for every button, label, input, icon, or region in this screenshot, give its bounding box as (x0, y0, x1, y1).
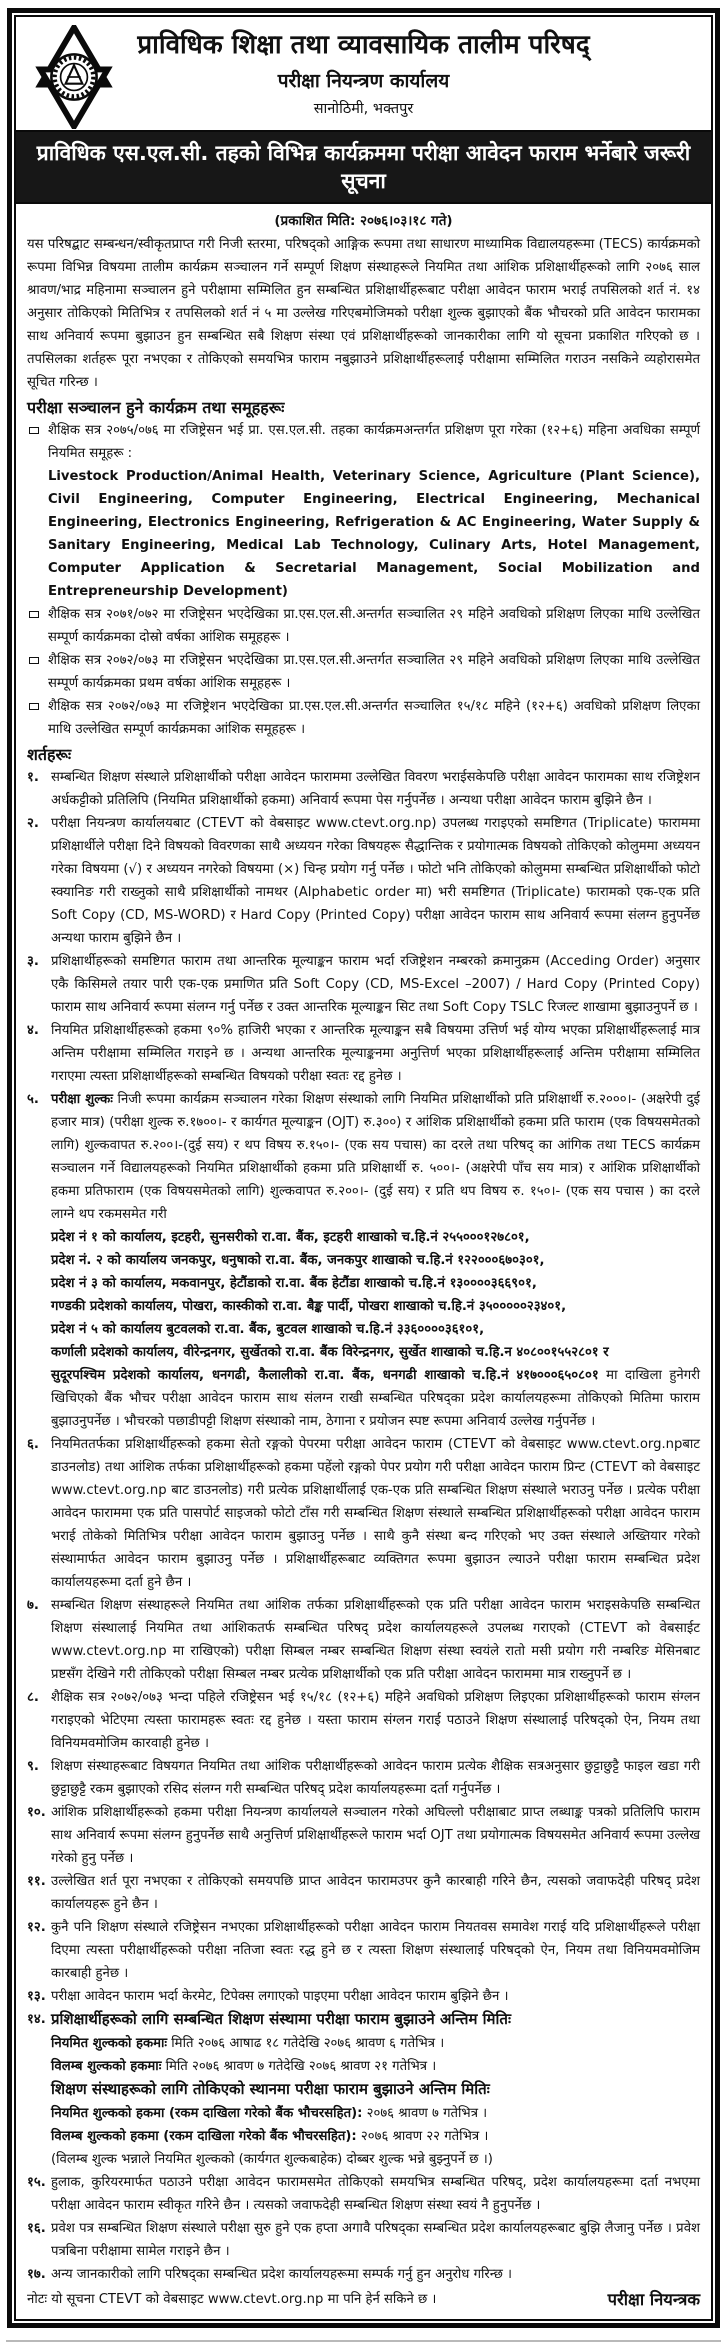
text-segment: २०७६ श्रावण २२ गतेभित्र । (356, 2128, 489, 2144)
term-number: ६. (27, 1436, 39, 1452)
term-item (27, 1433, 700, 1594)
text-segment: प्रशिक्षार्थीहरूको समष्टिगत फाराम तथा आन्तरिक मूल्याङ्कन फाराम भर्दा रजिष्ट्रेशन नम्बरको क्रमानुक्रम (Acceding Order) अनुसार एकै किसिमले तयार पारी एक-एक प्रमाणित प्रति Soft Copy (CD, MS-Excel –2007) / Hard Copy (Printed Copy) फाराम साथ अनिवार्य रूपमा संलग्न गर्नु पर्नेछ र उक्त आन्तरिक मूल्याङ्कन सिट तथा Soft Copy TSLC रिजल्ट शाखामा बुझाउनुपर्ने छ । (51, 953, 700, 1015)
text-segment: मिति २०७६ आषाढ १८ गतेदेखि २०७६ श्रावण ६ गतेभित्र । (167, 2035, 445, 2051)
term-number: ३. (27, 953, 39, 969)
term-number: २. (27, 815, 39, 831)
square-bullet-icon (29, 427, 39, 434)
text-segment: शिक्षण संस्थाहरूको लागि तोकिएको स्थानमा परीक्षा फाराम बुझाउने अन्तिम मितिः (51, 2079, 490, 2098)
term-number: १२. (27, 1919, 46, 1935)
text-segment: नियमित शुल्कको हकमा (रकम दाखिला गरेको बैंक भौचरसहित): (51, 2105, 363, 2121)
program-item-text (48, 695, 700, 741)
term-text (51, 1433, 700, 1594)
text-segment: (विलम्ब शुल्क भन्नाले नियमित शुल्कको (कार्यगत शुल्कबाहेक) दोब्बर शुल्क भन्ने बुझ्नुपर्ने छ ।) (51, 2151, 493, 2167)
term-text (51, 1985, 700, 2008)
term-number: १४. (27, 2011, 46, 2027)
term-number: १७. (27, 2266, 46, 2282)
term-text (51, 1594, 700, 1686)
notice-header (16, 17, 711, 124)
program-item-text (48, 419, 700, 603)
text-segment: नियमित प्रशिक्षार्थीहरूको हकमा ९०% हाजिरी भएका र आन्तरिक मूल्याङ्कन सबै विषयमा उत्तिर्ण भई योग्य भएका प्रशिक्षार्थीहरूलाई मात्र अन्तिम परीक्षामा सम्मिलित गराइने छ । अन्यथा आन्तरिक मूल्याङ्कनमा अनुत्तिर्ण भएका प्रशिक्षार्थीहरूलाई अन्तिम परीक्षामा सम्मिलित गराएमा त्यस्ता प्रशिक्षार्थीहरूको सम्बन्धित विषयको परीक्षा स्वतः रद्द हुनेछ । (51, 1022, 700, 1084)
term-text (51, 1088, 700, 1433)
term-text (51, 2217, 700, 2263)
term-number: १६. (27, 2220, 46, 2236)
org-title: प्राविधिक शिक्षा तथा व्यावसायिक तालीम परिषद् (137, 30, 590, 60)
square-bullet-icon (29, 657, 39, 664)
text-segment: प्रदेश नं ५ को कार्यालय बुटवलको रा.वा. बैंक, बुटवल शाखाको च.हि.नं ३३६००००३६१०१, (51, 1321, 485, 1337)
term-number: ८. (27, 1689, 39, 1705)
text-segment: प्रदेश नं. २ को कार्यालय जनकपुर, धनुषाको रा.वा. बैंक, जनकपुर शाखाको च.हि.नं १२२०००६७०३०१, (51, 1252, 545, 1268)
text-segment: हुलाक, कुरियरमार्फत पठाउने परीक्षा आवेदन फारामसमेत तोकिएको समयभित्र सम्बन्धित परिषद्, प्रदेश कार्यालयहरूमा दर्ता नभएमा परीक्षा आवेदन फाराम स्वीकृत गरिने छैन । त्यसको जवाफदेही सम्बन्धित शिक्षण संस्था स्वयं नै हुनुपर्नेछ । (51, 2174, 700, 2213)
text-segment: सम्बन्धित शिक्षण संस्थाले प्रशिक्षार्थीको परीक्षा आवेदन फाराममा उल्लेखित विवरण भराईसकेपछि परीक्षा आवेदन फारामका साथ रजिष्ट्रेशन अर्धकट्टीको प्रतिलिपि (नियमित प्रशिक्षार्थीको हकमा) अनिवार्य रूपमा पेस गर्नुपर्नेछ । अन्यथा परीक्षा आवेदन फाराम बुझिने छैन । (51, 769, 700, 808)
term-item (27, 766, 700, 812)
term-text (51, 2263, 700, 2286)
term-number: ५. (27, 1091, 39, 1107)
term-item (27, 1870, 700, 1916)
ctevt-logo-star-icon (32, 25, 116, 129)
text-segment: परीक्षा नियन्त्रण कार्यालयबाट (CTEVT को वेबसाइट www.ctevt.org.np) उपलब्ध गराइएको समष्टिगत (Triplicate) फाराममा प्रशिक्षार्थीले परीक्षा दिने विषयको विवरणका साथै अध्ययन गरेका विषयहरू सैद्धान्तिक र प्रयोगात्मक विषयको तोकिएको कोलुममा अध्ययन गरेका विषयमा (√) र अध्ययन नगरेको विषयमा (×) चिन्ह प्रयोग गर्नु पर्नेछ । फोटो भनि तोकिएको कोलुममा सम्बन्धित प्रशिक्षार्थीको फोटो स्क्यानिङ गरी राख्नुको साथै प्रशिक्षार्थीको नामथर (Alphabetic order मा) भरी समष्टिगत (Triplicate) फारामको एक-एक प्रति Soft Copy (CD, MS-WORD) र Hard Copy (Printed Copy) परीक्षा आवेदन फाराम साथ अनिवार्य रूपमा संलग्न हुनुपर्नेछ अन्यथा फाराम बुझिने छैन । (51, 815, 700, 946)
term-item (27, 2217, 700, 2263)
text-segment: परीक्षा शुल्कः (51, 1091, 113, 1107)
text-segment: शैक्षिक सत्र २०७२/०७३ मा रजिष्ट्रेसन भएदेखिका प्रा.एस.एल.सी.अन्तर्गत सञ्चालित २९ महिने अवधिको प्रशिक्षण लिएका माथि उल्लेखित सम्पूर्ण कार्यक्रमका प्रथम वर्षका आंशिक समूहहरू । (48, 652, 700, 691)
text-segment: नियमित शुल्कको हकमाः (51, 2035, 168, 2051)
program-item (27, 649, 700, 695)
term-text (51, 1019, 700, 1088)
term-number: ११. (27, 1873, 46, 1889)
text-segment: कर्णाली प्रदेशको कार्यालय, वीरेन्द्रनगर, सुर्खेतको रा.वा. बैंक विरेन्द्रनगर, सुर्खेत शाखाको च.हि.न ४०८००१५५२८०१ र (51, 1344, 609, 1360)
term-number: ७. (27, 1597, 39, 1613)
term-item (27, 812, 700, 950)
text-segment: प्रशिक्षार्थीहरूको लागि सम्बन्धित शिक्षण संस्थामा परीक्षा फाराम बुझाउने अन्तिम मितिः (51, 2009, 511, 2028)
text-segment: आंशिक प्रशिक्षार्थीहरूको हकमा परीक्षा नियन्त्रण कार्यालयले सञ्चालन गरेको अघिल्लो परीक्षाबाट प्राप्त लब्धाङ्क पत्रको प्रतिलिपि फाराम साथ अनिवार्य रूपमा संलग्न हुनुपर्नेछ साथै अनुत्तिर्ण प्रशिक्षार्थीहरूले फाराम भर्दा OJT तथा प्रयोगात्मक विषयसमेत अनिवार्य रूपमा उल्लेख गरेको हुनु पर्नेछ । (51, 1804, 700, 1866)
notice-body (16, 204, 711, 2286)
term-item (27, 1755, 700, 1801)
term-item (27, 2263, 700, 2286)
square-bullet-icon (29, 611, 39, 618)
term-item (27, 2171, 700, 2217)
text-segment: सम्बन्धित शिक्षण संस्थाहरूले नियमित तथा आंशिक तर्फका प्रशिक्षार्थीहरूको एक प्रति परीक्षा आवेदन फाराम भराइसकेपछि सम्बन्धित शिक्षण संस्थालाई नियमित तथा आंशिकतर्फ सम्बन्धित परिषद् प्रदेश कार्यालयहरूले उपलब्ध गराएको (CTEVT को वेबसाईट www.ctevt.org.np मा राखिएको) परीक्षा सिम्बल नम्बर सम्बन्धित शिक्षण संस्था स्वयंले रातो मसी प्रयोग गरी नम्बरिङ मेसिनबाट प्रष्टसँग देखिने गरी तोकिएको परीक्षा सिम्बल नम्बर प्रत्येक प्रशिक्षार्थीको एक प्रति परीक्षा आवेदन फाराममा मात्र राख्नुपर्ने छ । (51, 1597, 700, 1682)
terms-heading: शर्तहरूः (27, 744, 72, 764)
term-text (51, 1755, 700, 1801)
term-text (51, 2008, 700, 2171)
program-item (27, 603, 700, 649)
term-item (27, 1088, 700, 1433)
term-number: १. (27, 769, 39, 785)
term-number: १०. (27, 1804, 46, 1820)
text-segment: Livestock Production/Animal Health, Veterinary Science, Agriculture (Plant Science), Civil Engineering, Computer Engineering, Electrical Engineering, Mechanical Engineering, Electronics Engineering, Refrigeration & AC Engineering, Water Supply & Sanitary Engineering, Medical Lab Technology, Culinary Arts, Hotel Management, Computer Application & Secretarial Management, Social Mobilization and Entrepreneurship Development) (48, 468, 700, 599)
text-segment: शैक्षिक सत्र २०७१/०७२ मा रजिष्ट्रेसन भएदेखिका प्रा.एस.एल.सी.अन्तर्गत सञ्चालित २९ महिने अवधिको प्रशिक्षण लिएका माथि उल्लेखित सम्पूर्ण कार्यक्रमका दोस्रो वर्षका आंशिक समूहहरू । (48, 606, 700, 645)
program-item (27, 419, 700, 603)
text-segment: उल्लेखित शर्त पूरा नभएका र तोकिएको समयपछि प्राप्त आवेदन फारामउपर कुनै कारबाही गरिने छैन, त्यसको जवाफदेही परिषद् प्रदेश कार्यालयहरू हुने छैन । (51, 1873, 700, 1912)
term-number: ९. (27, 1758, 39, 1774)
term-text (51, 1686, 700, 1755)
text-segment: शैक्षिक सत्र २०७५/०७६ मा रजिष्ट्रेसन भई प्रा. एस.एल.सी. तहका कार्यक्रमअन्तर्गत प्रशिक्षण पूरा गरेका (१२+६) महिना अवधिका सम्पूर्ण नियमित समूहरू : (48, 422, 700, 461)
text-segment: मिति २०७६ श्रावण ७ गतेदेखि २०७६ श्रावण २१ गतेभित्र । (161, 2058, 437, 2074)
programs-list (27, 419, 700, 741)
term-item (27, 2008, 700, 2171)
text-segment: विलम्ब शुल्कको हकमा (रकम दाखिला गरेको बैंक भौचरसहित): (51, 2128, 357, 2144)
text-segment: शैक्षिक सत्र २०७२/०७३ भन्दा पहिले रजिष्ट्रेसन भई १५/१८ (१२+६) महिने अवधिको प्रशिक्षण लिइएका प्रशिक्षार्थीहरूको फाराम संग्लन गराइएको भेटिएमा त्यस्ता फारामहरू स्वतः रद्द हुनेछ । यस्ता फाराम संग्लन गराई पठाउने शिक्षण संस्थालाई परिषद्को ऐन, नियम तथा विनियमवमोजिम कारवाही हुनेछ । (51, 1689, 700, 1751)
footer-row (16, 2286, 711, 2311)
text-segment: निजी रूपमा कार्यक्रम सञ्चालन गरेका शिक्षण संस्थाको लागि नियमित प्रशिक्षार्थीको प्रति प्रशिक्षार्थी रु.२०००।- (अक्षरेपी दुई हजार मात्र) (परीक्षा शुल्क रु.१७००।- र कार्यगत मूल्याङ्कन (OJT) रु.३००) र आंशिक प्रशिक्षार्थीको हकमा प्रति फाराम (एक विषयसमेतको लागि) शुल्कवापत रु.२००।-(दुई सय) र थप विषय रु.१५०।- (एक सय पचास) का दरले तथा परिषद् का आंगिक तथा TECS कार्यक्रम सञ्चालन गर्ने विद्यालयहरूको नियमित प्रशिक्षार्थीको हकमा प्रति प्रशिक्षार्थी रु. ५००।- (अक्षरेपी पाँच सय मात्र) र आंशिक प्रशिक्षार्थीको हकमा प्रतिफाराम (एक विषयसमेतको लागि) शुल्कवापत रु.२००।- (दुई सय) र प्रति थप विषय रु. १५०।- (एक सय पचास ) का दरले लाग्ने थप रकमसमेत गरी (51, 1091, 701, 1222)
program-item-text (48, 649, 700, 695)
term-item (27, 1686, 700, 1755)
term-text (51, 766, 700, 812)
term-text (51, 2171, 700, 2217)
text-segment: कुनै पनि शिक्षण संस्थाले रजिष्ट्रेसन नभएका प्रशिक्षार्थीहरूको परीक्षा आवेदन फाराम नियतवस समावेश गराई यदि प्रशिक्षार्थीहरूले परीक्षा दिएमा त्यस्ता परीक्षार्थीहरूको परीक्षा नतिजा स्वतः रद्ध हुने छ र त्यस्ता शिक्षण संस्थालाई परिषद्को ऐन, नियम तथा विनियमवमोजिम कारबाही हुनेछ । (51, 1919, 700, 1981)
text-segment: प्रवेश पत्र सम्बन्धित शिक्षण संस्थाले परीक्षा सुरु हुने एक हप्ता अगावै परिषद्का सम्बन्धित प्रदेश कार्यालयहरूबाट बुझि लैजानु पर्नेछ । प्रवेश पत्रबिना परीक्षामा सामेल गराइने छैन । (51, 2220, 700, 2259)
term-text (51, 950, 700, 1019)
term-item (27, 1801, 700, 1870)
intro-paragraph: यस परिषद्बाट सम्बन्धन/स्वीकृतप्राप्त गरी निजी स्तरमा, परिषद्को आङ्गिक रूपमा तथा साधारण माध्यामिक विद्यालयहरूमा (TECS) कार्यक्रमको रूपमा विभिन्न विषयमा तालीम कार्यक्रम सञ्चालन गर्ने सम्पूर्ण शिक्षण संस्थाहरूले नियमित तथा आंशिक प्रशिक्षार्थीहरूको लागि २०७६ साल श्रावण/भाद्र महिनामा सञ्चालन हुने परीक्षामा सम्मिलित हुन सम्बन्धित प्रशिक्षार्थीहरूबाट परीक्षा आवेदन फाराम भराई तपसिलको शर्त नं. १४ अनुसार तोकिएको मितिभित्र र तपसिलको शर्त नं ५ मा उल्लेख गरिएबमोजिमको परीक्षा शुल्क बुझाएको बैंक भौचरको प्रति आवेदन फारामका साथ अनिवार्य रूपमा बुझाउन हुन सम्बन्धित सबै शिक्षण संस्था एवं प्रशिक्षार्थीहरूको जानकारीका लागि यो सूचना प्रकाशित गरिएको छ । तपसिलका शर्तहरू पूरा नभएका र तोकिएको समयभित्र फाराम नबुझाउने प्रशिक्षार्थीहरूलाई परीक्षामा सम्मिलित गराउन नसकिने व्यहोरासमेत सूचित गरिन्छ । (27, 236, 700, 390)
term-number: १३. (27, 1988, 46, 2004)
office-address: सानोठिमी, भक्तपुर (313, 100, 414, 117)
notice-inner-frame (14, 15, 713, 2321)
office-title: परीक्षा नियन्त्रण कार्यालय (277, 69, 450, 92)
term-item (27, 1019, 700, 1088)
term-number: ४. (27, 1022, 39, 1038)
term-text (51, 1870, 700, 1916)
text-segment: मा दाखिला हुनेगरी खिचिएको बैंक भौचर परीक्षा आवेदन फाराम साथ संलग्न राखी सम्बन्धित परिषद्का प्रदेश कार्यालयहरूमा तोकिएको मितिमा फाराम बुझाउनुपर्नेछ । भौचरको पछाडीपट्टी शिक्षण संस्थाको नाम, ठेगाना र प्रयोजन स्पष्ट रूपमा अनिवार्य उल्लेख गर्नुपर्नेछ । (51, 1367, 700, 1429)
page-bottom-rule (6, 2340, 721, 2342)
notice-sheet (7, 8, 720, 2328)
text-segment: प्रदेश नं १ को कार्यालय, इटहरी, सुनसरीको रा.वा. बैंक, इटहरी शाखाको च.हि.नं २५५०००१२७८०१, (51, 1229, 530, 1245)
program-item (27, 695, 700, 741)
text-segment: नियमिततर्फका प्रशिक्षार्थीहरूको हकमा सेतो रङ्गको पेपरमा परीक्षा आवेदन फाराम (CTEVT को वेबसाइट www.ctevt.org.npबाट डाउनलोड) तथा आंशिक तर्फका प्रशिक्षार्थीहरूको हकमा पहेंलो रङ्गको पेपर प्रयोग गरी परीक्षा आवेदन फाराम प्रिन्ट (CTEVT को वेबसाइट www.ctevt.org.np बाट डाउनलोड) गरी प्रत्येक प्रशिक्षार्थीलाई एक-एक प्रति सम्बन्धित शिक्षण संस्थाले भराउनु पर्नेछ । प्रत्येक परीक्षा आवेदन फाराममा एक प्रति पासपोर्ट साइजको फोटो टाँस गरी सम्बन्धित शिक्षण संस्थाले सम्बन्धित प्रशिक्षार्थीहरूको परीक्षा आवेदन फाराम भराई तोकेको मितिभित्र परीक्षा आवेदन फाराम बुझाउनु पर्नेछ । साथै कुनै संस्था बन्द गरिएको भए उक्त संस्थाले अख्तियार गरेको संस्थामार्फत आवेदन फाराम बुझाउनु पर्नेछ । प्रशिक्षार्थीहरूबाट व्यक्तिगत रूपमा बुझाउन ल्याउने परीक्षा फाराम सम्बन्धित प्रदेश कार्यालयहरूमा दर्ता हुने छैन । (51, 1436, 700, 1590)
notice-banner-title: प्राविधिक एस.एल.सी. तहको विभिन्न कार्यक्रममा परीक्षा आवेदन फाराम भर्नेबारे जरूरी सूचना (16, 130, 711, 204)
term-text (51, 1916, 700, 1985)
text-segment: गण्डकी प्रदेशको कार्यालय, पोखरा, कास्कीको रा.वा. बैङ्क पार्दी, पोखरा शाखाको च.हि.नं ३५०००००२३४०१, (51, 1298, 567, 1314)
footer-note: नोटः यो सूचना CTEVT को वेबसाइट www.ctevt.org.np मा पनि हेर्न सकिने छ । (27, 2291, 437, 2307)
program-item-text (48, 603, 700, 649)
text-segment: शैक्षिक सत्र २०७२/०७३ मा रजिष्ट्रेशन भएदेखिका प्रा.एस.एल.सी.अन्तर्गत सञ्चालित १५/१८ महिने (१२+६) अवधिको प्रशिक्षण लिएका माथि उल्लेखित सम्पूर्ण कार्यक्रमका आंशिक समूहहरू । (48, 698, 700, 737)
terms-list (27, 766, 700, 2286)
term-item (27, 1594, 700, 1686)
text-segment: शिक्षण संस्थाहरूबाट विषयगत नियमित तथा आंशिक परीक्षार्थीहरूको आवेदन फाराम प्रत्येक शैक्षिक सत्रअनुसार छुट्टाछुट्टै फाइल खडा गरी छुट्टाछुट्टै रकम बुझाएको रसिद संलग्न गरी सम्बन्धित परिषद् प्रदेश कार्यालयहरूमा दर्ता गर्नुपर्नेछ । (51, 1758, 700, 1797)
term-item (27, 1916, 700, 1985)
term-text (51, 812, 700, 950)
term-text (51, 1801, 700, 1870)
signature-exam-controller: परीक्षा नियन्त्रक (607, 2289, 700, 2309)
text-segment: प्रदेश नं ३ को कार्यालय, मकवानपुर, हेटौंडाको रा.वा. बैंक हेटौंडा शाखाको च.हि.नं १३००००३६६९०१, (51, 1275, 537, 1291)
text-segment: अन्य जानकारीको लागि परिषद्का सम्बन्धित प्रदेश कार्यालयहरूमा सम्पर्क गर्नु हुन अनुरोध गरिन्छ । (51, 2266, 513, 2282)
published-date: (प्रकाशित मिति: २०७६।०३।१८ गते) (274, 212, 453, 229)
text-segment: सुदूरपश्चिम प्रदेशको कार्यालय, धनगढी, कैलालीको रा.वा. बैंक, धनगढी शाखाको च.हि.नं ४१७०००६५०८०१ (51, 1367, 599, 1383)
term-item (27, 1985, 700, 2008)
programs-heading: परीक्षा सञ्चालन हुने कार्यक्रम तथा समूहहरूः (27, 397, 285, 417)
term-item (27, 950, 700, 1019)
text-segment: परीक्षा आवेदन फाराम भर्दा केरमेट, टिपेक्स लगाएको पाइएमा परीक्षा आवेदन फाराम बुझिने छैन । (51, 1988, 509, 2004)
square-bullet-icon (29, 703, 39, 710)
text-segment: २०७६ श्रावण ७ गतेभित्र । (362, 2105, 488, 2121)
term-number: १५. (27, 2174, 46, 2190)
text-segment: विलम्ब शुल्कको हकमाः (51, 2058, 162, 2074)
